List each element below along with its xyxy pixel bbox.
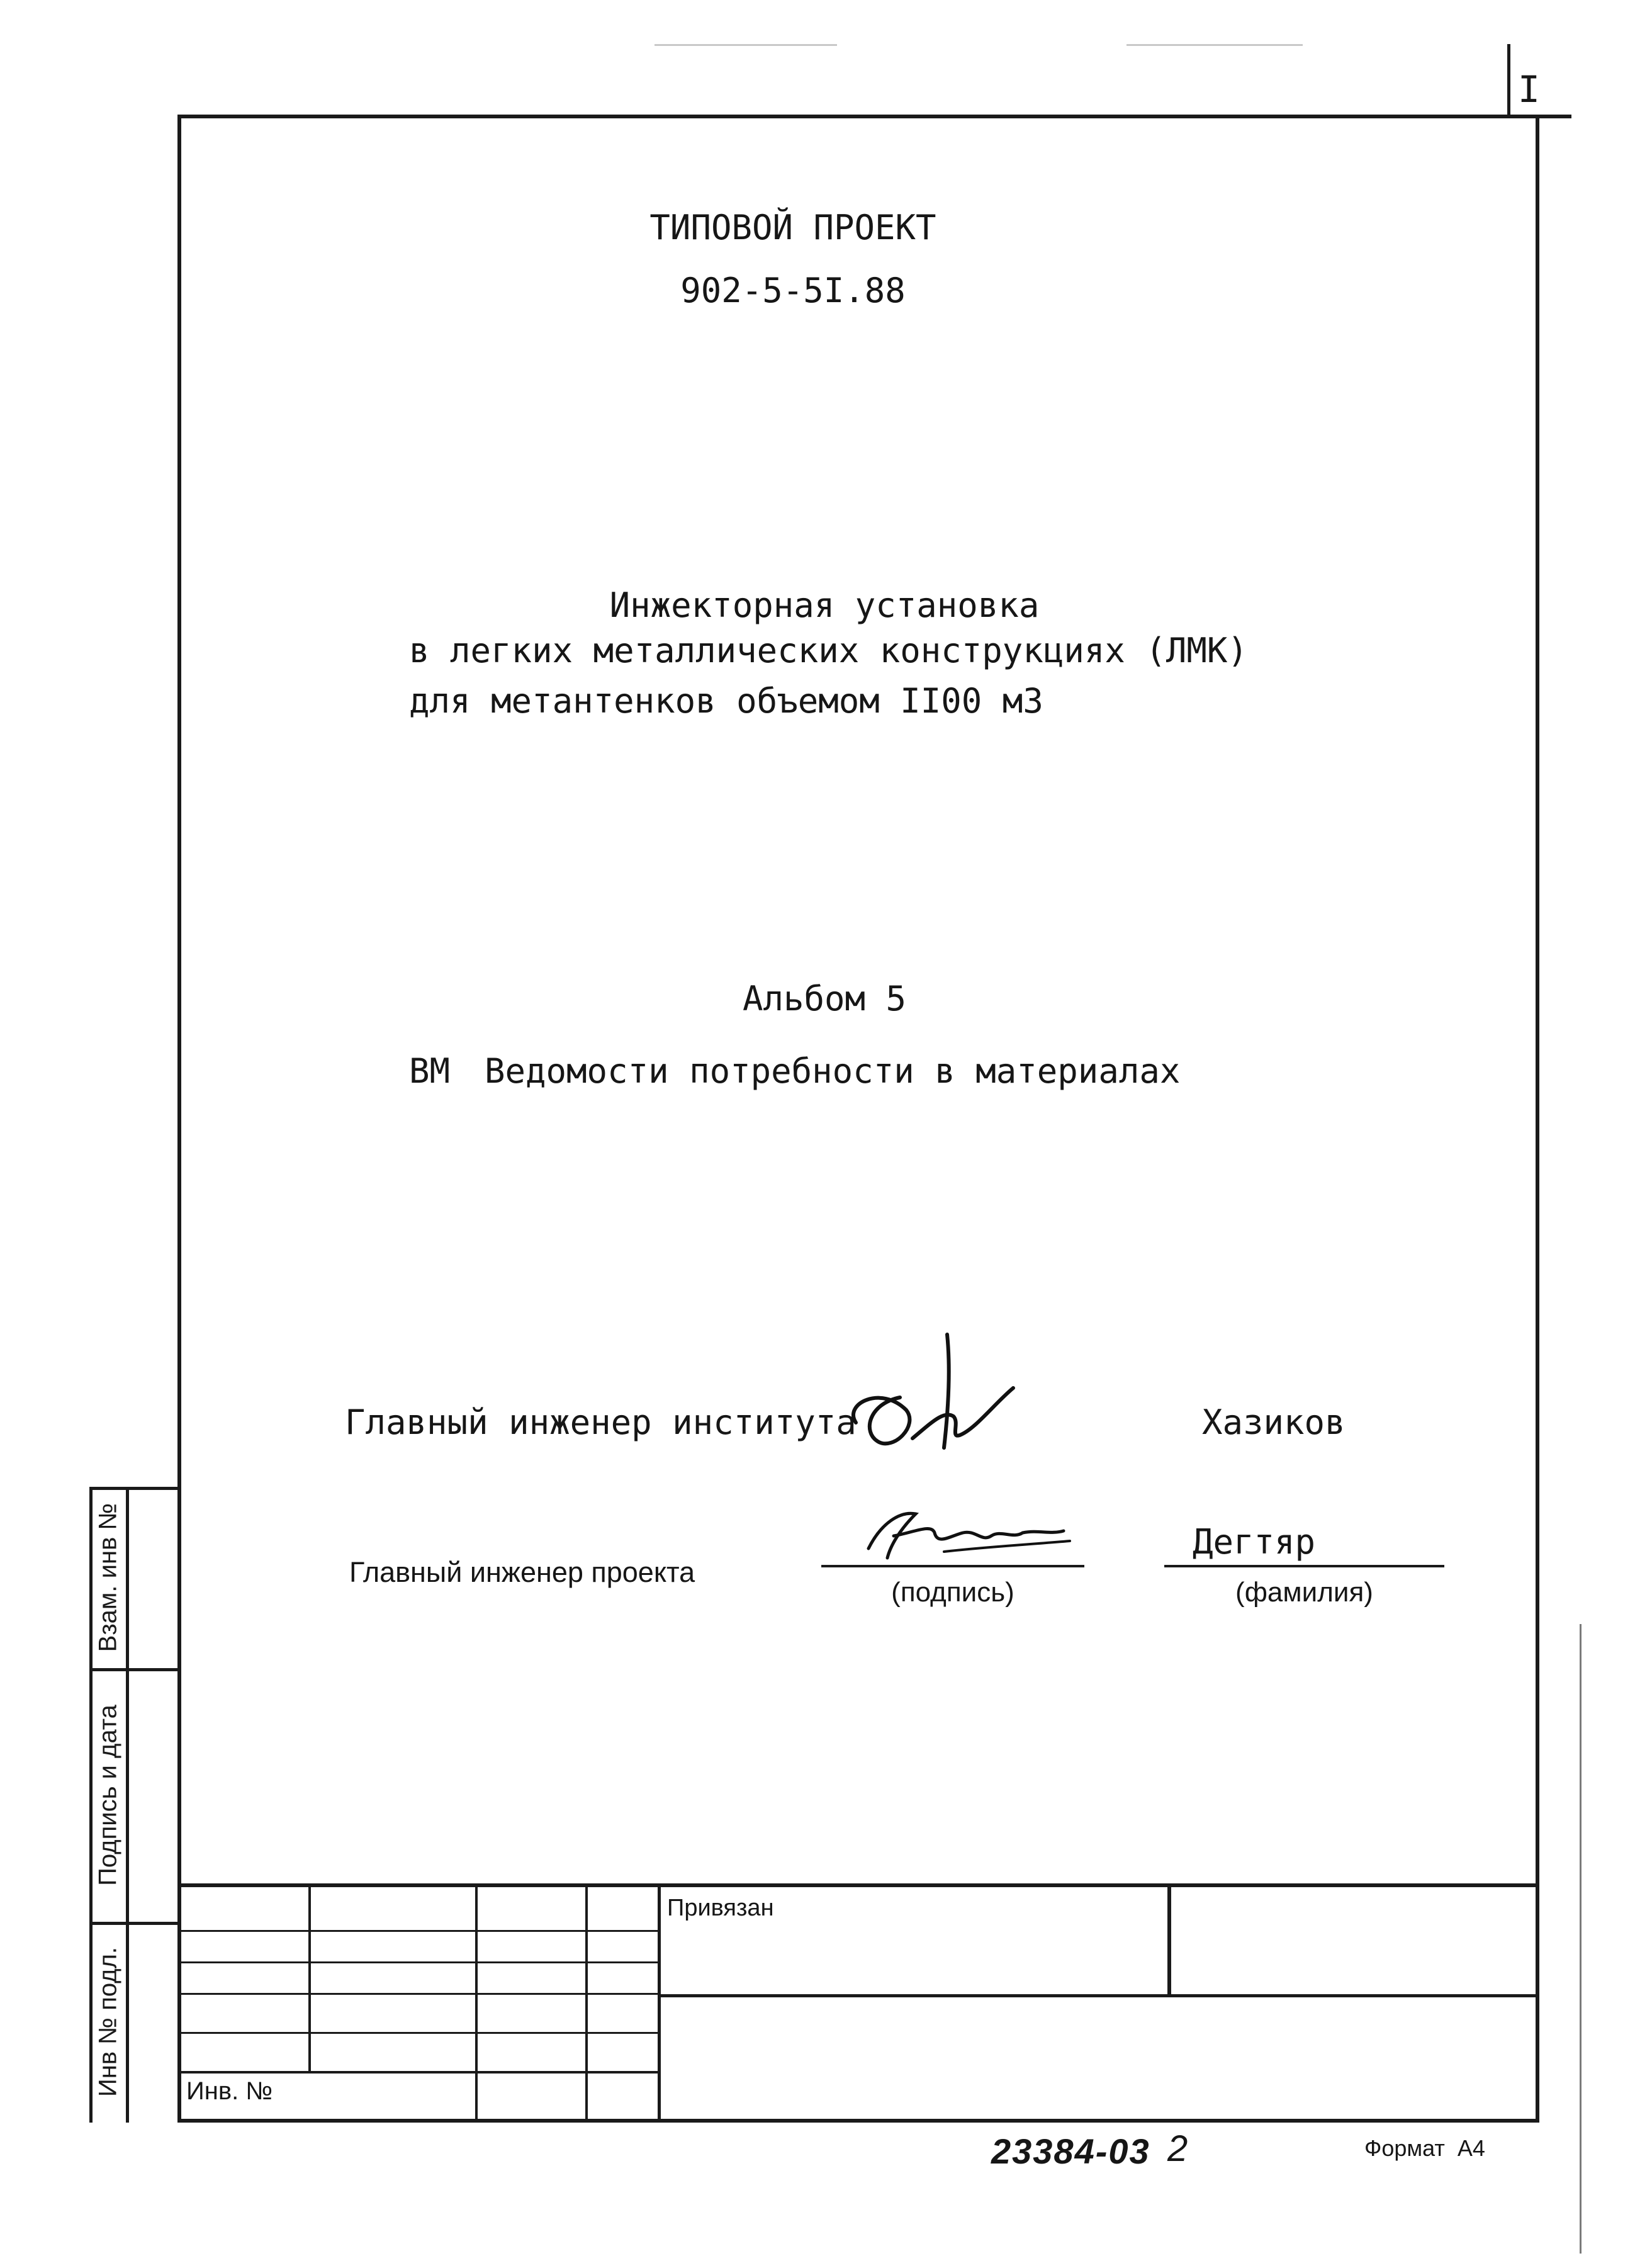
side-stamp-div-1 xyxy=(89,1668,181,1671)
album-code: ВМ xyxy=(409,1051,451,1091)
project-number: 902-5-5I.88 xyxy=(680,271,906,310)
frame-left xyxy=(177,115,181,2123)
signature-chief-project xyxy=(856,1498,1082,1574)
description-line-3: для метантенков объемом II00 м3 xyxy=(409,681,1043,721)
description-line-2: в легких металлических конструкциях (ЛМК) xyxy=(409,631,1248,670)
signature-line xyxy=(821,1565,1084,1567)
document-number: 23384-03 xyxy=(991,2131,1150,2171)
title-block-row-2 xyxy=(177,1961,660,1963)
chief-project-name: Дегтяр xyxy=(1193,1522,1316,1562)
frame-right xyxy=(1536,115,1539,2123)
title-block-row-3 xyxy=(177,1993,660,1995)
side-stamp-inv-podl-text: Инв № подл. xyxy=(94,1946,122,2097)
frame-bottom xyxy=(177,2119,1539,2123)
title-block-col-2 xyxy=(475,1883,478,2123)
title-block-top xyxy=(177,1883,1539,1887)
sheet-number: I xyxy=(1518,68,1540,111)
side-stamp-vzam-inv-text: Взам. инв № xyxy=(94,1503,122,1652)
title-block-row-5 xyxy=(177,2071,660,2073)
scan-mark-top-2 xyxy=(1127,44,1303,46)
title-block-row-4 xyxy=(177,2032,660,2034)
scan-edge-right xyxy=(1580,1624,1582,2254)
frame-top xyxy=(177,115,1571,118)
title-block-row-right xyxy=(658,1994,1539,1997)
title-block-col-3 xyxy=(585,1883,588,2123)
side-stamp-div-2 xyxy=(89,1922,181,1925)
sheet-number-box-left xyxy=(1507,44,1510,117)
title-block-col-4 xyxy=(658,1883,661,2123)
description-line-1: Инжекторная установка xyxy=(609,585,1040,625)
page-number: 2 xyxy=(1167,2128,1188,2169)
title-block-col-right xyxy=(1167,1883,1171,1997)
chief-institute-name: Хазиков xyxy=(1202,1402,1346,1442)
project-type-title: ТИПОВОЙ ПРОЕКТ xyxy=(649,208,936,247)
side-stamp-podpis-data-text: Подпись и дата xyxy=(94,1705,122,1886)
album-name: Ведомости потребности в материалах xyxy=(485,1051,1181,1091)
side-stamp-outer-left xyxy=(89,1487,93,2123)
side-stamp-top xyxy=(89,1487,181,1490)
title-block-row-1 xyxy=(177,1930,660,1932)
signature-chief-institute xyxy=(843,1328,1032,1467)
inv-no-label: Инв. № xyxy=(186,2077,273,2105)
chief-project-label: Главный инженер проекта xyxy=(349,1556,695,1588)
privyazan-label: Привязан xyxy=(667,1895,774,1921)
surname-caption: (фамилия) xyxy=(1235,1577,1373,1608)
side-stamp-inner xyxy=(126,1487,129,2123)
format-label: Формат А4 xyxy=(1364,2135,1485,2161)
chief-institute-label: Главный инженер института xyxy=(345,1402,857,1442)
surname-line xyxy=(1164,1565,1444,1567)
album-label: Альбом 5 xyxy=(742,979,907,1018)
signature-caption: (подпись) xyxy=(891,1577,1014,1608)
scan-mark-top-1 xyxy=(655,44,837,46)
title-block-col-1 xyxy=(308,1883,311,2072)
